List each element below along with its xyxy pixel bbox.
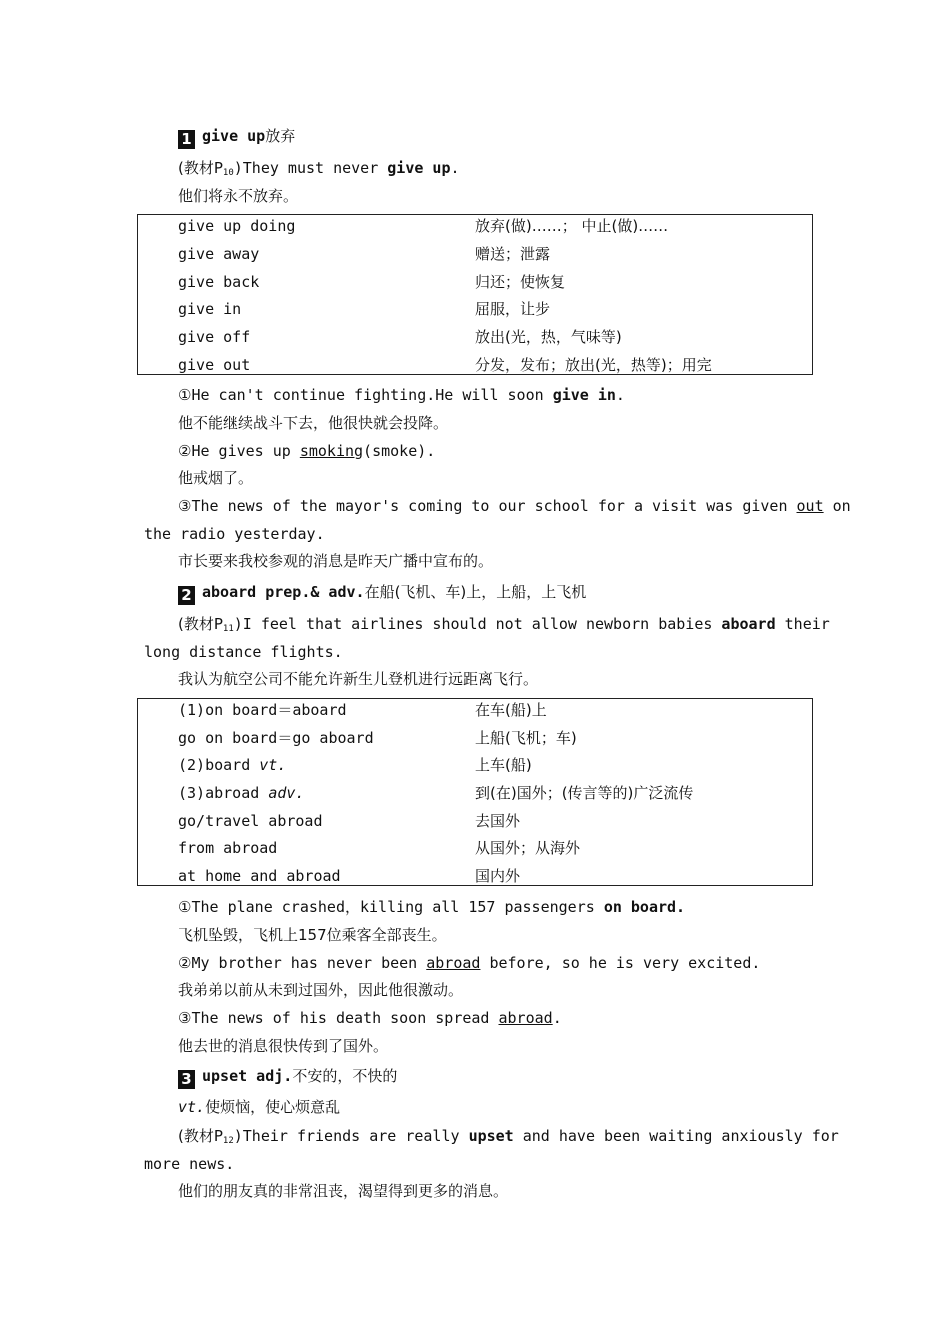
s1-example-1-translation: 他不能继续战斗下去，他很快就会投降。 xyxy=(178,414,449,432)
s2-example-3: ③The news of his death soon spread abroad. xyxy=(178,1009,562,1027)
s2-example-2: ②My brother has never been abroad before, so he is very excited. xyxy=(178,954,761,972)
table-row: go/travel abroad 去国外 xyxy=(178,812,521,830)
table-row: give off 放出(光，热，气味等) xyxy=(178,328,622,346)
section-3-vt-meaning: vt.使烦恼，使心烦意乱 xyxy=(178,1098,341,1116)
s2-example-1-translation: 飞机坠毁，飞机上157位乘客全部丧生。 xyxy=(178,926,447,944)
table-row: (2)board vt. 上车(船) xyxy=(178,756,532,774)
table-row: go on board＝go aboard 上船(飞机；车) xyxy=(178,729,577,747)
table-row: at home and abroad 国内外 xyxy=(178,867,521,885)
s1-example-2-translation: 他戒烟了。 xyxy=(178,469,254,487)
table-row: (3)abroad adv. 到(在)国外；(传言等的)广泛流传 xyxy=(178,784,694,802)
s1-example-3-cont: the radio yesterday. xyxy=(144,525,325,543)
table-row: give in 屈服，让步 xyxy=(178,300,551,318)
s1-example-3-translation: 市长要来我校参观的消息是昨天广播中宣布的。 xyxy=(178,552,494,570)
section-number-3: 3 xyxy=(178,1070,195,1089)
table-row: give back 归还；使恢复 xyxy=(178,273,566,291)
section-2-example: (教材$P_{11})I$ feel that airlines should not allow newborn babies aboard their xyxy=(178,615,830,634)
table-row: (1)on board＝aboard 在车(船)上 xyxy=(178,701,547,719)
section-3-heading: 3 upset adj.不安的，不快的 xyxy=(178,1066,397,1089)
section-3-example: (教材$P_{12})Their$ friends are really upset and have been waiting anxiously for xyxy=(178,1127,839,1146)
section-number-2: 2 xyxy=(178,586,195,605)
s1-example-2: ②He gives up smoking(smoke). xyxy=(178,442,436,460)
section-1-heading: 1 give up放弃 xyxy=(178,126,295,149)
section-3-example-translation: 他们的朋友真的非常沮丧，渴望得到更多的消息。 xyxy=(178,1182,509,1200)
table-row: give up doing 放弃(做)……； 中止(做)…… xyxy=(178,217,669,235)
phrase-table-give xyxy=(137,214,813,375)
s1-example-3: ③The news of the mayor's coming to our school for a visit was given out on xyxy=(178,497,851,515)
s1-example-1: ①He can't continue fighting.He will soon give in. xyxy=(178,386,625,404)
table-row: give out 分发，发布；放出(光，热等)；用完 xyxy=(178,356,712,374)
section-1-example: (教材$P_{10})They$ must never give up. xyxy=(178,159,460,178)
section-2-example-cont: long distance flights. xyxy=(144,643,343,661)
table-row: from abroad 从国外；从海外 xyxy=(178,839,581,857)
section-1-example-translation: 他们将永不放弃。 xyxy=(178,187,299,205)
s2-example-2-translation: 我弟弟以前从未到过国外，因此他很激动。 xyxy=(178,981,464,999)
section-number-1: 1 xyxy=(178,130,195,149)
phrase-table-aboard xyxy=(137,698,813,886)
s2-example-1: ①The plane crashed，killing all 157 passengers on board. xyxy=(178,898,686,916)
section-2-heading: 2 aboard prep.& adv.在船(飞机、车)上，上船，上飞机 xyxy=(178,582,586,605)
s2-example-3-translation: 他去世的消息很快传到了国外。 xyxy=(178,1037,389,1055)
section-3-example-cont: more news. xyxy=(144,1155,235,1173)
table-row: give away 赠送；泄露 xyxy=(178,245,551,263)
section-2-example-translation: 我认为航空公司不能允许新生儿登机进行远距离飞行。 xyxy=(178,670,539,688)
